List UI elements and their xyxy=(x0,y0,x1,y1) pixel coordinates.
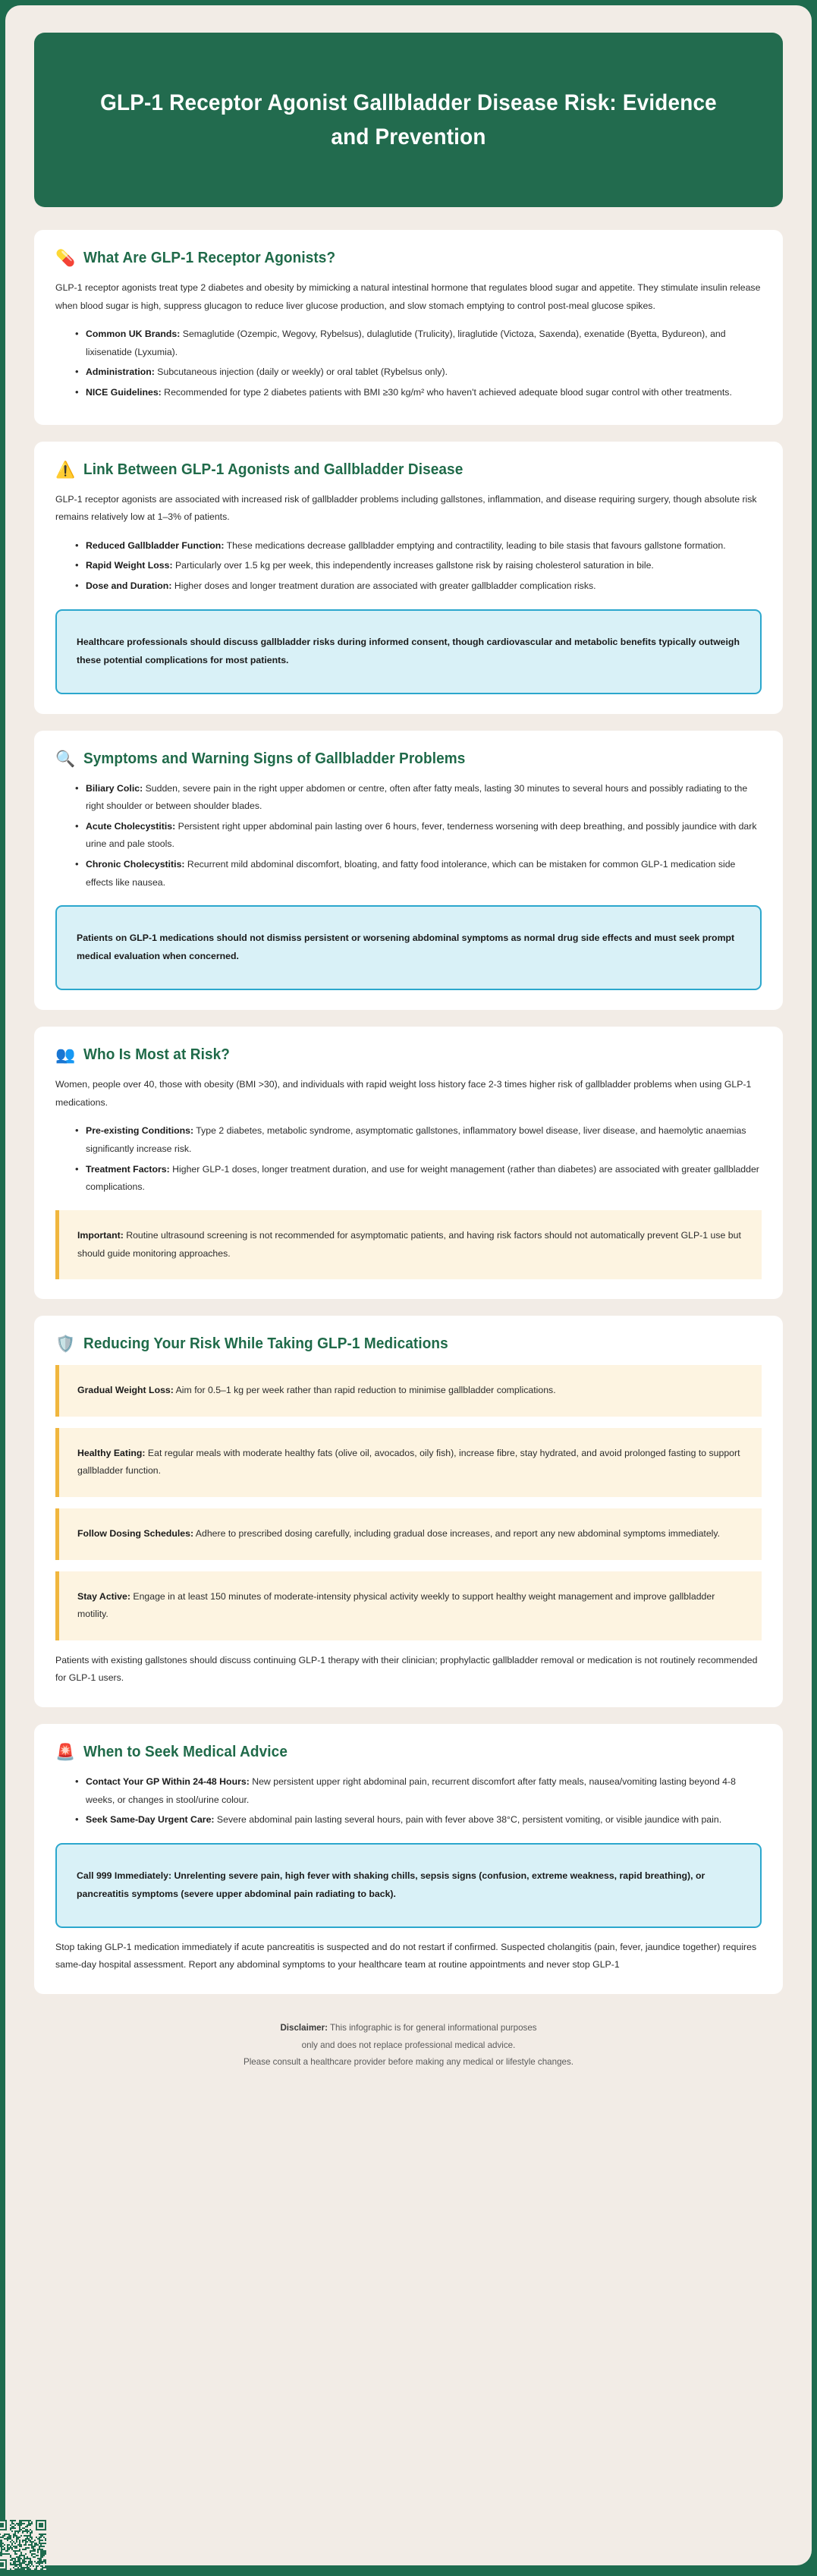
qr-code[interactable] xyxy=(0,2520,46,2570)
section-bullet-list xyxy=(55,1773,762,1829)
list-item xyxy=(75,363,762,382)
section-header xyxy=(55,1046,762,1064)
section-intro-text: Women, people over 40, those with obesity (BMI >30), and individuals with rapid weight loss history face 2-3 times higher risk of gallbladder problems when using GLP-1 medications. xyxy=(55,1079,752,1108)
disclaimer-text-1: This infographic is for general informational purposes xyxy=(327,2022,537,2033)
list-item xyxy=(75,326,762,361)
bullet-text: Particularly over 1.5 kg per week, this independently increases gallstone risk by raising cholesterol saturation in bile. xyxy=(172,560,654,571)
section-title: When to Seek Medical Advice xyxy=(83,1743,288,1760)
tip-lead: Healthy Eating: xyxy=(77,1447,146,1458)
section-header xyxy=(55,1744,762,1761)
disclaimer-lead: Disclaimer: xyxy=(280,2022,328,2033)
tip-lead: Gradual Weight Loss: xyxy=(77,1385,174,1396)
section-card-who-is-most-at-risk xyxy=(34,1027,783,1299)
list-item xyxy=(75,818,762,854)
section-tail-text: Patients with existing gallstones should discuss continuing GLP-1 therapy with their clinician; prophylactic gallbladder removal or medication is not routinely recommended for GLP-1 users. xyxy=(55,1654,758,1684)
bullet-lead: Pre-existing Conditions: xyxy=(86,1125,194,1137)
tip-box xyxy=(55,1428,762,1497)
bullet-lead: NICE Guidelines: xyxy=(86,387,162,398)
callout-lead: Important: xyxy=(77,1229,124,1241)
section-tail-text: Stop taking GLP-1 medication immediately if acute pancreatitis is suspected and do not restart if confirmed. Suspected cholangitis (pain, fever, jaundice together) requires same-day hospital assessment. Report any abdominal symptoms to your healthcare team at routine appointments and never stop GLP-1 xyxy=(55,1941,757,1971)
warning-triangle-icon: ⚠️ xyxy=(55,461,76,479)
bullet-text: Higher doses and longer treatment duration are associated with greater gallbladder complication risks. xyxy=(171,580,596,592)
bullet-text: Recommended for type 2 diabetes patients with BMI ≥30 kg/m² who haven't achieved adequate blood sugar control with other treatments. xyxy=(161,387,732,398)
siren-icon: 🚨 xyxy=(55,1743,76,1761)
tip-box xyxy=(55,1365,762,1417)
bullet-lead: Common UK Brands: xyxy=(86,329,181,340)
busts-in-silhouette-icon: 👥 xyxy=(55,1046,76,1065)
list-item xyxy=(75,577,762,596)
list-item xyxy=(75,384,762,402)
pill-icon: 💊 xyxy=(55,250,76,267)
section-header xyxy=(55,750,762,768)
bullet-text: These medications decrease gallbladder emptying and contractility, leading to bile stasis that favours gallstone formation. xyxy=(224,539,726,551)
header-banner xyxy=(34,33,783,207)
list-item xyxy=(75,557,762,575)
sections-container xyxy=(22,230,795,1994)
list-item xyxy=(75,1122,762,1158)
bullet-text: New persistent upper right abdominal pain, recurrent discomfort after fatty meals, nausea/vomiting lasting beyond 4-8 weeks, or changes in stool/urine colour. xyxy=(86,1776,736,1805)
bullet-lead: Reduced Gallbladder Function: xyxy=(86,539,225,551)
section-header xyxy=(55,1335,762,1353)
list-item xyxy=(75,856,762,892)
bullet-lead: Administration: xyxy=(86,366,155,378)
list-item xyxy=(75,537,762,555)
section-bullet-list xyxy=(55,537,762,596)
section-title: What Are GLP-1 Receptor Agonists? xyxy=(83,250,336,266)
section-header xyxy=(55,461,762,479)
bullet-lead: Dose and Duration: xyxy=(86,580,172,592)
list-item xyxy=(75,1811,762,1829)
bullet-lead: Biliary Colic: xyxy=(86,782,143,794)
bullet-lead: Treatment Factors: xyxy=(86,1163,170,1175)
tip-lead: Follow Dosing Schedules: xyxy=(77,1527,194,1539)
disclaimer-line-1 xyxy=(45,2020,772,2037)
bullet-lead: Contact Your GP Within 24-48 Hours: xyxy=(86,1776,250,1787)
section-header xyxy=(55,250,762,267)
callout-blue: Healthcare professionals should discuss gallbladder risks during informed consent, though cardiovascular and metabolic benefits typically outweigh these potential complications for most patients. xyxy=(55,609,762,694)
shield-icon: 🛡️ xyxy=(55,1335,76,1354)
section-title: Link Between GLP-1 Agonists and Gallbladder Disease xyxy=(83,461,463,478)
callout-blue: Patients on GLP-1 medications should not dismiss persistent or worsening abdominal symptoms as normal drug side effects and must seek prompt medical evaluation when concerned. xyxy=(55,905,762,990)
section-intro-text: GLP-1 receptor agonists are associated with increased risk of gallbladder problems including gallstones, inflammation, and disease requiring surgery, though absolute risk remains relatively low at 1–3% of patients. xyxy=(55,493,757,523)
bullet-lead: Chronic Cholecystitis: xyxy=(86,859,185,870)
bullet-lead: Acute Cholecystitis: xyxy=(86,820,176,832)
section-card-what-are-glp1 xyxy=(34,230,783,425)
page-title: GLP-1 Receptor Agonist Gallbladder Disease Risk: Evidence and Prevention xyxy=(100,90,717,149)
section-card-when-to-seek-medical-advice xyxy=(34,1724,783,1994)
tip-text: Adhere to prescribed dosing carefully, including gradual dose increases, and report any new abdominal symptoms immediately. xyxy=(193,1527,721,1539)
section-bullet-list xyxy=(55,780,762,892)
section-card-symptoms-warning-signs xyxy=(34,731,783,1011)
disclaimer xyxy=(45,2020,772,2071)
section-card-link-glp1-gallbladder xyxy=(34,442,783,714)
magnifying-glass-icon: 🔍 xyxy=(55,750,76,768)
bullet-text: Type 2 diabetes, metabolic syndrome, asymptomatic gallstones, inflammatory bowel disease, liver disease, and haemolytic anaemias significantly increase risk. xyxy=(86,1125,746,1155)
bullet-text: Recurrent mild abdominal discomfort, bloating, and fatty food intolerance, which can be mistaken for common GLP-1 medication side effects like nausea. xyxy=(86,859,736,888)
bullet-lead: Rapid Weight Loss: xyxy=(86,560,173,571)
bullet-text: Sudden, severe pain in the right upper abdomen or centre, often after fatty meals, lasting 30 minutes to several hours and possibly radiating to the right shoulder or between shoulder blades. xyxy=(86,782,748,812)
tip-text: Eat regular meals with moderate healthy fats (olive oil, avocados, oily fish), increase fibre, stay hydrated, and avoid prolonged fasting to support gallbladder function. xyxy=(77,1447,740,1477)
callout-blue: Call 999 Immediately: Unrelenting severe pain, high fever with shaking chills, sepsis signs (confusion, extreme weakness, rapid breathing), or pancreatitis symptoms (severe upper abdominal pain radiating to back). xyxy=(55,1843,762,1928)
section-card-reducing-your-risk xyxy=(34,1316,783,1707)
bullet-lead: Seek Same-Day Urgent Care: xyxy=(86,1814,215,1826)
bullet-text: Subcutaneous injection (daily or weekly) or oral tablet (Rybelsus only). xyxy=(154,366,448,378)
list-item xyxy=(75,1161,762,1197)
section-bullet-list xyxy=(55,326,762,401)
bullet-text: Severe abdominal pain lasting several hours, pain with fever above 38°C, persistent vomiting, or visible jaundice with pain. xyxy=(214,1814,722,1826)
tip-text: Aim for 0.5–1 kg per week rather than rapid reduction to minimise gallbladder complications. xyxy=(173,1385,556,1396)
infographic-page xyxy=(5,5,812,2565)
list-item xyxy=(75,1773,762,1809)
disclaimer-line-3: Please consult a healthcare provider before making any medical or lifestyle changes. xyxy=(243,2057,573,2068)
tip-box xyxy=(55,1571,762,1640)
section-title: Symptoms and Warning Signs of Gallbladder Problems xyxy=(83,750,466,767)
disclaimer-line-2: only and does not replace professional medical advice. xyxy=(301,2040,516,2050)
section-title: Who Is Most at Risk? xyxy=(83,1046,231,1064)
section-title: Reducing Your Risk While Taking GLP-1 Medications xyxy=(83,1335,448,1353)
section-bullet-list xyxy=(55,1122,762,1196)
callout-important xyxy=(55,1210,762,1279)
tip-text: Engage in at least 150 minutes of moderate-intensity physical activity weekly to support healthy weight management and improve gallbladder motility. xyxy=(77,1590,715,1620)
list-item xyxy=(75,780,762,816)
bullet-text: Persistent right upper abdominal pain lasting over 6 hours, fever, tenderness worsening with deep breathing, and possibly jaundice with dark urine and pale stools. xyxy=(86,820,757,850)
section-intro-text: GLP-1 receptor agonists treat type 2 diabetes and obesity by mimicking a natural intestinal hormone that regulates blood sugar and appetite. They stimulate insulin release when blood sugar is high, suppress glucagon to reduce liver glucose production, and slow stomach emptying to control post-meal glucose spikes. xyxy=(55,282,761,311)
bullet-text: Semaglutide (Ozempic, Wegovy, Rybelsus), dulaglutide (Trulicity), liraglutide (Victoza, Saxenda), exenatide (Byetta, Bydureon), and lixisenatide (Lyxumia). xyxy=(86,329,726,357)
callout-text: Routine ultrasound screening is not recommended for asymptomatic patients, and having risk factors should not automatically prevent GLP-1 use but should guide monitoring approaches. xyxy=(77,1229,741,1259)
bullet-text: Higher GLP-1 doses, longer treatment duration, and use for weight management (rather than diabetes) are associated with greater gallbladder complications. xyxy=(86,1163,759,1193)
tip-box xyxy=(55,1508,762,1560)
tip-lead: Stay Active: xyxy=(77,1590,130,1602)
